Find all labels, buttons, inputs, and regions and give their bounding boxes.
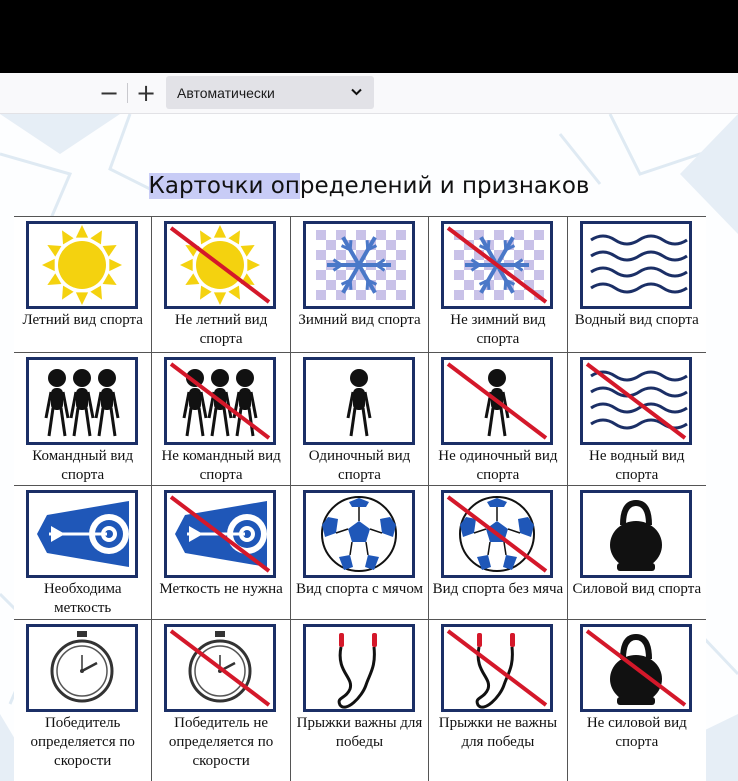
stopwatch-icon-drawing [29,627,135,709]
stopwatch-icon [164,624,276,712]
card [14,353,152,486]
card [429,217,567,353]
card-label: Командный вид спорта [32,448,134,483]
card-label: Прыжки важны для победы [296,715,423,750]
snowflake-icon-drawing [306,224,412,306]
team-icon [26,357,138,445]
zoom-in-button[interactable]: + [135,79,157,107]
target-icon [26,490,138,578]
card-label: Победитель определяется по скорости [30,715,135,769]
card-label: Не зимний вид спорта [450,312,546,347]
jump-rope-icon [303,624,415,712]
target-icon-drawing [167,493,273,575]
zoom-select[interactable] [166,76,374,109]
card [291,620,429,781]
card [14,486,152,620]
card [429,486,567,620]
ball-icon [441,490,553,578]
snowflake-icon-drawing [444,224,550,306]
sun-icon-drawing [167,224,273,306]
card-label: Летний вид спорта [22,312,143,328]
card [429,620,567,781]
target-icon-drawing [29,493,135,575]
card [568,217,706,353]
card [152,217,290,353]
snowflake-icon [441,221,553,309]
card-label: Не водный вид спорта [589,448,685,483]
card [568,353,706,486]
kettlebell-icon [580,490,692,578]
title-highlighted-text: Карточки оп [148,173,300,199]
card [429,353,567,486]
toolbar-separator [127,83,128,103]
waves-icon-drawing [583,224,689,306]
ball-icon-drawing [306,493,412,575]
card-label: Не летний вид спорта [174,312,268,347]
card-label: Меткость не нужна [159,581,283,597]
team-icon-drawing [29,360,135,442]
person-icon-drawing [306,360,412,442]
card [152,620,290,781]
stopwatch-icon-drawing [167,627,273,709]
waves-icon [580,357,692,445]
document-viewer[interactable] [0,114,738,781]
person-icon [303,357,415,445]
kettlebell-icon-drawing [583,493,689,575]
snowflake-icon [303,221,415,309]
card-label: Вид спорта без мяча [432,581,564,597]
cards-table [14,216,706,781]
ball-icon [303,490,415,578]
waves-icon-drawing [583,360,689,442]
team-icon [164,357,276,445]
card [291,353,429,486]
card [291,217,429,353]
chevron-down-icon [351,88,362,96]
card [568,486,706,620]
sun-icon [164,221,276,309]
zoom-out-button[interactable]: − [98,79,120,107]
card-label: Прыжки не важны для победы [438,715,558,750]
jump-rope-icon-drawing [306,627,412,709]
card-label: Зимний вид спорта [298,312,421,328]
stopwatch-icon [26,624,138,712]
card-label: Не силовой вид спорта [586,715,687,750]
kettlebell-icon-drawing [583,627,689,709]
card-label: Одиночный вид спорта [308,448,411,483]
card [14,217,152,353]
card [568,620,706,781]
title-text: ределений и признаков [299,173,590,199]
waves-icon [580,221,692,309]
card [291,486,429,620]
card-label: Не одиночный вид спорта [438,448,558,483]
card-label: Необходима меткость [43,581,122,616]
team-icon-drawing [167,360,273,442]
card-label: Водный вид спорта [574,312,699,328]
ball-icon-drawing [444,493,550,575]
person-icon [441,357,553,445]
card [152,486,290,620]
card-label: Вид спорта с мячом [295,581,424,597]
zoom-select-value: Автоматически [177,84,275,101]
browser-top-bar [0,0,738,73]
pdf-toolbar [0,73,738,114]
card-label: Победитель не определяется по скорости [168,715,274,769]
page-title [0,173,738,199]
document-page [0,114,738,781]
jump-rope-icon-drawing [444,627,550,709]
card [14,620,152,781]
jump-rope-icon [441,624,553,712]
sun-icon-drawing [29,224,135,306]
sun-icon [26,221,138,309]
card-label: Не командный вид спорта [161,448,281,483]
person-icon-drawing [444,360,550,442]
target-icon [164,490,276,578]
kettlebell-icon [580,624,692,712]
card-label: Силовой вид спорта [572,581,702,597]
card [152,353,290,486]
